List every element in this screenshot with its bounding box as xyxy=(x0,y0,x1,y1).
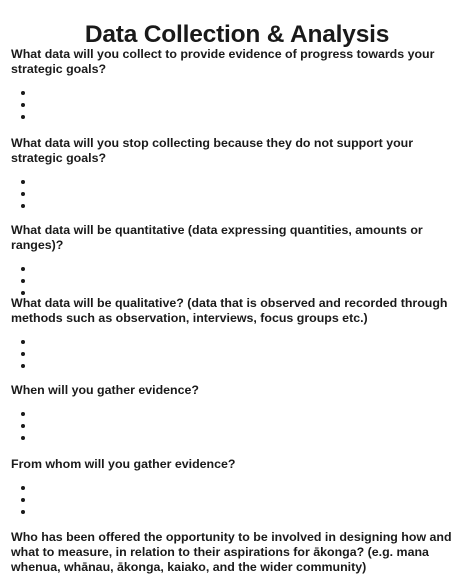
question-text: What data will you stop collecting because they do not support your strategic goals? xyxy=(11,136,414,165)
question-text: What data will be qualitative? (data that is observed and recorded through methods such as observation, interviews, focus groups etc.) xyxy=(11,296,448,325)
question-text: What data will be quantitative (data expressing quantities, amounts or ranges)? xyxy=(11,223,423,252)
empty-bullet xyxy=(21,436,25,440)
empty-bullet xyxy=(21,279,25,283)
empty-bullet xyxy=(21,364,25,368)
empty-bullet xyxy=(21,91,25,95)
page-title: Data Collection & Analysis xyxy=(84,21,390,49)
empty-bullet xyxy=(21,115,25,119)
empty-bullet xyxy=(21,352,25,356)
question-section-collect xyxy=(11,47,463,77)
empty-bullet xyxy=(21,180,25,184)
question-section-qualitative xyxy=(11,296,463,326)
question-section-when xyxy=(11,383,463,398)
empty-bullet xyxy=(21,486,25,490)
empty-bullet xyxy=(21,424,25,428)
empty-bullet xyxy=(21,498,25,502)
empty-bullet xyxy=(21,510,25,514)
question-section-who-offered xyxy=(11,530,463,575)
empty-bullet xyxy=(21,192,25,196)
empty-bullet xyxy=(21,204,25,208)
question-text: Who has been offered the opportunity to be involved in designing how and what to measure, in relation to their aspirations for ākonga? (e.g. mana whenua, whānau, ākonga, kaiako, and the wider community) xyxy=(11,530,452,574)
question-text: When will you gather evidence? xyxy=(11,383,199,397)
empty-bullet xyxy=(21,291,25,295)
question-section-quantitative xyxy=(11,223,463,253)
empty-bullet xyxy=(21,267,25,271)
empty-bullet xyxy=(21,412,25,416)
question-section-stop-collecting xyxy=(11,136,463,166)
question-text: What data will you collect to provide evidence of progress towards your strategic goals? xyxy=(11,47,435,76)
empty-bullet xyxy=(21,340,25,344)
question-section-from-whom xyxy=(11,457,463,472)
empty-bullet xyxy=(21,103,25,107)
question-text: From whom will you gather evidence? xyxy=(11,457,236,471)
